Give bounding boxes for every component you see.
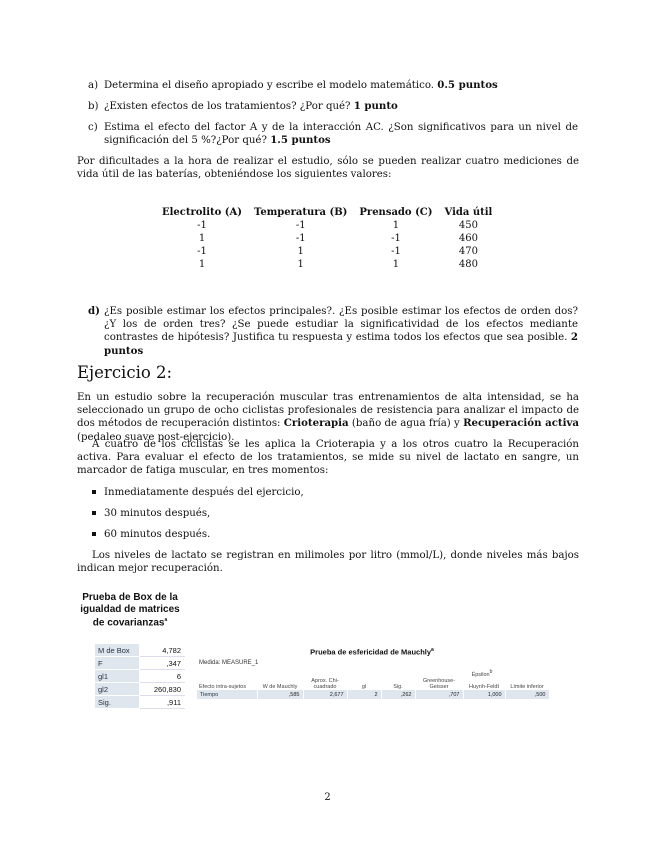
table-cell: 1 xyxy=(297,246,304,258)
list-item: 60 minutos después. xyxy=(92,528,210,541)
mauchly-table xyxy=(197,668,550,699)
table-row xyxy=(156,258,498,271)
table-cell: Tiempo xyxy=(197,690,257,699)
table-cell: -1 xyxy=(391,246,401,258)
table-cell: ,911 xyxy=(140,696,185,709)
table-row xyxy=(95,657,185,670)
table-cell: ,347 xyxy=(140,657,185,670)
col-header: Vida útil xyxy=(444,207,493,218)
table-cell: 1 xyxy=(297,259,304,271)
table-row xyxy=(95,670,185,683)
table-row xyxy=(156,219,498,232)
table-row xyxy=(95,644,185,657)
table-cell: gl2 xyxy=(95,683,140,696)
table-cell: W de Mauchly xyxy=(262,684,298,690)
col-header: Prensado (C) xyxy=(359,207,433,218)
table-cell: 1,000 xyxy=(463,690,505,699)
paragraph-intro: En un estudio sobre la recuperación muscular tras entrenamientos de alta intensidad, se ha seleccionado un grupo de ocho ciclistas profesionales de resistencia para analizar el impacto de dos métodos de recuperación distintos: Crioterapia (baño de agua fría) y Recuperación activa (pedaleo suave post-ejercicio). xyxy=(77,392,579,443)
table-cell: -1 xyxy=(197,220,207,232)
table-cell: 260,830 xyxy=(140,683,185,696)
list-item: 30 minutos después, xyxy=(92,507,210,520)
table-cell: -1 xyxy=(295,233,306,245)
table-cell: Límite inferior xyxy=(510,684,544,690)
table-row xyxy=(156,245,498,258)
table-cell: Épsilonb xyxy=(471,669,493,678)
table-cell: ,262 xyxy=(381,690,415,699)
table-cell: -1 xyxy=(391,233,401,245)
table-cell: 450 xyxy=(458,220,478,232)
table-cell: Sig. xyxy=(393,684,403,690)
table-cell: Aprox. Chi-cuadrado xyxy=(311,678,339,690)
table-cell: ,707 xyxy=(415,690,463,699)
table-cell: 4,782 xyxy=(140,644,185,657)
list-item: Inmediatamente después del ejercicio, xyxy=(92,486,304,499)
table-row xyxy=(197,690,549,699)
table-cell: 2,677 xyxy=(303,690,347,699)
table-cell: F xyxy=(95,657,140,670)
table-cell: 460 xyxy=(458,233,478,245)
page-number: 2 xyxy=(324,792,331,803)
paragraph-treatment: A cuatro de los ciclistas se les aplica la Crioterapia y a los otros cuatro la Recuperación activa. Para evaluar el efecto de los tratamientos, se mide su nivel de lactato en sangre, un marcador de fatiga muscular, en tres momentos: xyxy=(77,439,579,477)
question-c: c) Estima el efecto del factor A y de la interacción AC. ¿Son significativos para un nivel de significación del 5 %?¿Por qué? 1.5 puntos xyxy=(88,122,578,147)
table-cell: gl xyxy=(361,684,367,690)
table-cell: ,500 xyxy=(505,690,549,699)
table-cell: Efecto intra-sujetos xyxy=(199,684,247,690)
table-cell: 2 xyxy=(347,690,381,699)
mauchly-measure: Medida: MEASURE_1 xyxy=(199,660,259,666)
box-test-table xyxy=(94,643,185,709)
data-table xyxy=(156,206,498,271)
question-b: b) ¿Existen efectos de los tratamientos? ¿Por qué? 1 punto xyxy=(88,100,398,112)
paragraph-lactato: Los niveles de lactato se registran en milimoles por litro (mmol/L), donde niveles más bajos indican mejor recuperación. xyxy=(77,550,579,575)
table-cell: 1 xyxy=(392,220,400,232)
table-cell: -1 xyxy=(197,246,207,258)
table-cell: ,585 xyxy=(257,690,303,699)
table-cell xyxy=(197,668,415,678)
table-cell: 1 xyxy=(198,233,206,245)
table-cell: Sig. xyxy=(95,696,140,709)
table-cell: gl1 xyxy=(95,670,140,683)
table-cell: 480 xyxy=(458,259,478,271)
question-a: a) Determina el diseño apropiado y escribe el modelo matemático. 0.5 puntos xyxy=(88,79,498,91)
section-title: Ejercicio 2: xyxy=(77,363,173,382)
table-row xyxy=(156,232,498,245)
table-cell: 6 xyxy=(140,670,185,683)
table-row xyxy=(95,696,185,709)
table-cell: 470 xyxy=(458,246,478,258)
mauchly-title: Prueba de esfericidad de Mauchly$^a$ xyxy=(310,647,434,657)
paragraph-dificultades: Por dificultades a la hora de realizar el estudio, sólo se pueden realizar cuatro mediciones de vida útil de las baterías, obteniéndose los siguientes valores: xyxy=(77,156,579,181)
table-cell: 1 xyxy=(392,259,400,271)
col-header: Electrolito (A) xyxy=(162,207,243,218)
table-cell: Huynh-Feldt xyxy=(469,684,499,690)
col-header: Temperatura (B) xyxy=(254,207,348,218)
box-test-title: Prueba de Box de la igualdad de matrices de covarianzas$^a$ xyxy=(80,592,180,629)
table-row xyxy=(95,683,185,696)
question-d: d) ¿Es posible estimar los efectos principales?. ¿Es posible estimar los efectos de orden dos? ¿Y los de orden tres? ¿Se puede estudiar la significatividad de los efectos mediante contrastes de hipótesis? Justifica tu respuesta y estima todos los efectos que sea posible. 2 puntos xyxy=(88,305,578,357)
table-cell: Greenhouse-Geisser xyxy=(422,678,456,690)
table-cell: M de Box xyxy=(95,644,140,657)
table-cell: 1 xyxy=(198,259,206,271)
table-cell: -1 xyxy=(295,220,306,232)
